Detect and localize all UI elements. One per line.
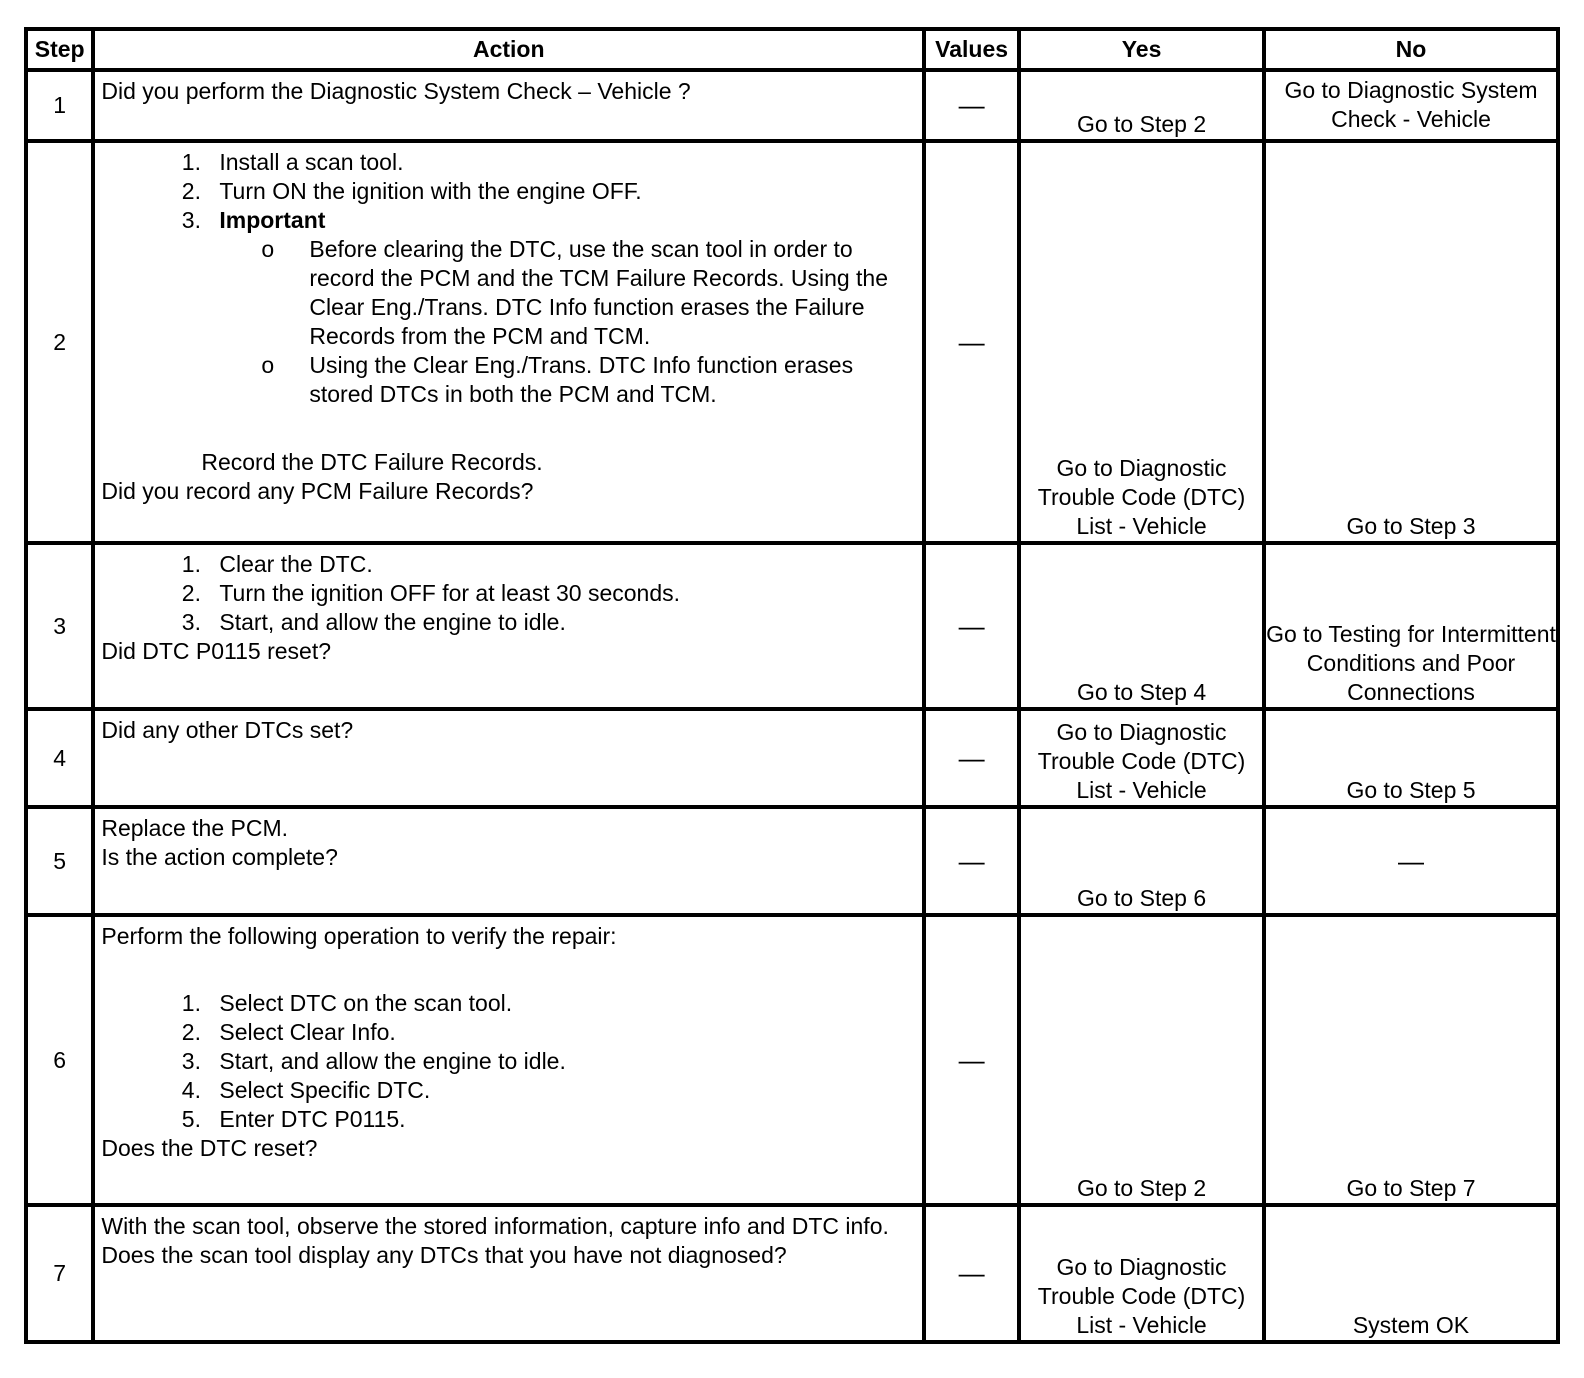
no-cell: Go to Step 7 [1264,915,1558,1205]
list-item: 2. Turn ON the ignition with the engine OFF. [207,177,916,206]
action-question: Did you perform the Diagnostic System Check – Vehicle ? [101,78,691,104]
yes-cell: Go to Step 2 [1019,915,1264,1205]
header-values: Values [924,29,1019,70]
action-body [101,148,916,477]
no-cell: — [1264,807,1558,915]
header-no: No [1264,29,1558,70]
step-number: 7 [26,1205,93,1342]
action-cell [93,915,924,1205]
list-item [207,206,916,409]
step-number: 3 [26,543,93,709]
values-cell: — [924,141,1019,543]
procedure-list [101,989,916,1134]
no-cell: Go to Testing for Intermittent Conditions and Poor Connections [1264,543,1558,709]
procedure-list [101,550,916,637]
no-cell: System OK [1264,1205,1558,1342]
yes-cell: Go to Diagnostic Trouble Code (DTC) List - Vehicle [1019,141,1264,543]
action-body [101,922,916,1134]
values-cell: — [924,543,1019,709]
diagnostic-table [24,27,1560,1344]
table-row [26,70,1558,141]
step-number: 5 [26,807,93,915]
list-item: 4. Select Specific DTC. [207,1076,916,1105]
action-cell [93,807,924,915]
step-number: 4 [26,709,93,807]
list-item: 3. Start, and allow the engine to idle. [207,1047,916,1076]
action-question: Did DTC P0115 reset? [101,638,332,664]
yes-cell: Go to Step 4 [1019,543,1264,709]
table-row [26,141,1558,543]
table-row [26,915,1558,1205]
action-question: Does the DTC reset? [101,1135,318,1161]
table-row [26,543,1558,709]
action-intro: Perform the following operation to verify the repair: [101,923,617,949]
action-question: Does the scan tool display any DTCs that you have not diagnosed? [101,1242,787,1268]
header-action: Action [93,29,924,70]
header-row [26,29,1558,70]
table-row [26,1205,1558,1342]
table-row [26,709,1558,807]
list-item: 3. Start, and allow the engine to idle. [207,608,916,637]
no-cell: Go to Step 3 [1264,141,1558,543]
values-cell: — [924,1205,1019,1342]
action-cell [93,1205,924,1342]
action-cell [93,70,924,141]
values-cell: — [924,807,1019,915]
important-label: Important [219,207,326,233]
action-intro: With the scan tool, observe the stored information, capture info and DTC info. [101,1213,889,1239]
yes-cell: Go to Step 6 [1019,807,1264,915]
no-cell: Go to Diagnostic System Check - Vehicle [1264,70,1558,141]
list-item: 1. Select DTC on the scan tool. [207,989,916,1018]
yes-cell: Go to Step 2 [1019,70,1264,141]
values-cell: — [924,70,1019,141]
list-item: 5. Enter DTC P0115. [207,1105,916,1134]
step-number: 6 [26,915,93,1205]
values-cell: — [924,709,1019,807]
important-notes [219,235,916,409]
values-cell: — [924,915,1019,1205]
header-yes: Yes [1019,29,1264,70]
action-question: Is the action complete? [101,844,338,870]
step-number: 2 [26,141,93,543]
procedure-list [101,148,916,409]
step-number: 1 [26,70,93,141]
table-row [26,807,1558,915]
sub-list-item: o Before clearing the DTC, use the scan tool in order to record the PCM and the TCM Failure Records. Using the Clear Eng./Trans. DTC Info function erases the Failure Records from the PCM and TCM. [309,235,916,351]
no-cell: Go to Step 5 [1264,709,1558,807]
action-cell [93,543,924,709]
list-item: 1. Clear the DTC. [207,550,916,579]
action-note: Record the DTC Failure Records. [201,449,543,475]
header-step: Step [26,29,93,70]
list-item: 2. Turn the ignition OFF for at least 30 seconds. [207,579,916,608]
action-cell [93,141,924,543]
sub-list-item: o Using the Clear Eng./Trans. DTC Info function erases stored DTCs in both the PCM and TCM. [309,351,916,409]
list-item: 1. Install a scan tool. [207,148,916,177]
action-cell [93,709,924,807]
action-intro: Replace the PCM. [101,815,288,841]
action-question: Did you record any PCM Failure Records? [101,478,534,504]
yes-cell: Go to Diagnostic Trouble Code (DTC) List - Vehicle [1019,1205,1264,1342]
list-item: 2. Select Clear Info. [207,1018,916,1047]
yes-cell: Go to Diagnostic Trouble Code (DTC) List - Vehicle [1019,709,1264,807]
action-question: Did any other DTCs set? [101,717,354,743]
